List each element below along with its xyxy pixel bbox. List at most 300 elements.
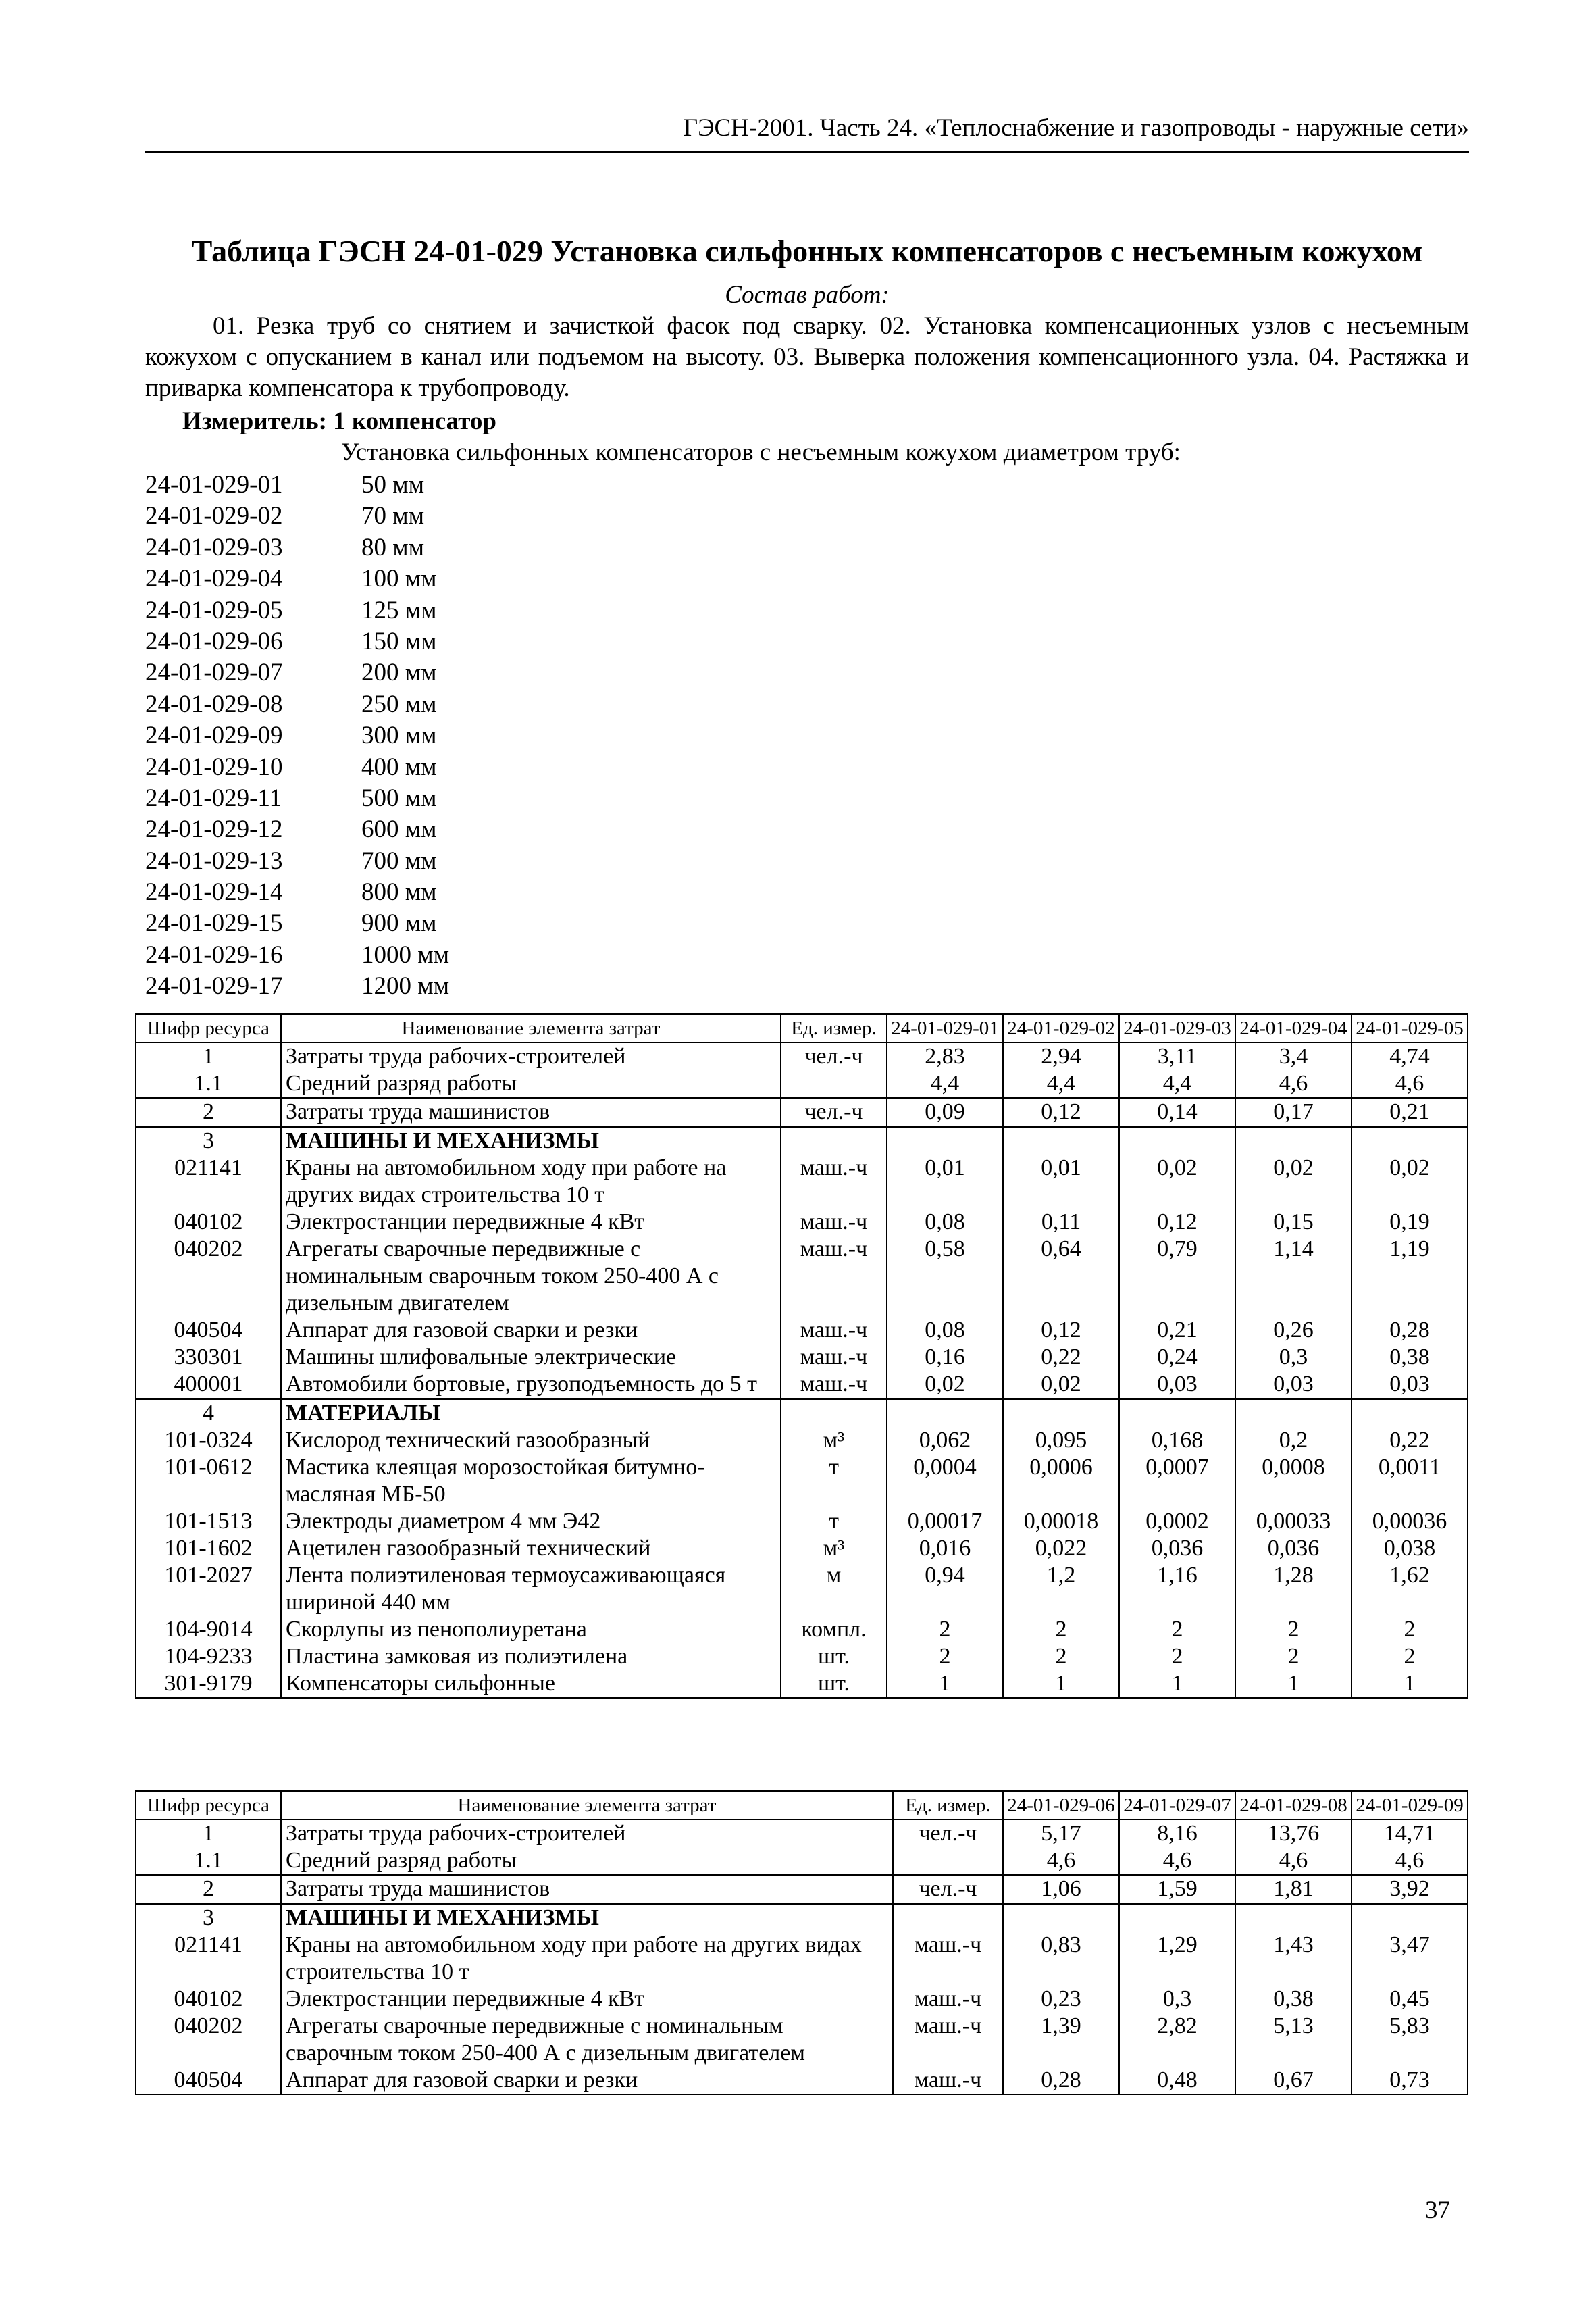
value-cell: 0,02 [1352, 1155, 1468, 1209]
unit-cell [781, 1127, 887, 1155]
code-value: 24-01-029-07 [145, 659, 283, 687]
value-cell [887, 1399, 1003, 1428]
value-cell: 0,02 [887, 1371, 1003, 1399]
resource-name: Пластина замковая из полиэтилена [281, 1643, 781, 1670]
table-row [136, 1508, 1468, 1535]
code-value: 24-01-029-06 [145, 627, 283, 655]
diameter-value: 800 мм [361, 878, 437, 907]
value-cell: 0,28 [1003, 2067, 1119, 2094]
code-list-item [145, 470, 449, 501]
value-cell: 2 [1235, 1643, 1352, 1670]
value-cell: 0,0007 [1119, 1454, 1235, 1508]
value-cell: 0,038 [1352, 1535, 1468, 1562]
unit-cell: м [781, 1562, 887, 1616]
value-cell [1235, 1399, 1352, 1428]
value-cell: 1,81 [1235, 1875, 1352, 1904]
value-cell: 0,0011 [1352, 1454, 1468, 1508]
resource-code: 101-2027 [136, 1562, 281, 1616]
column-header: Шифр ресурса [136, 1791, 281, 1819]
meter-label: Измеритель: 1 компенсатор [182, 407, 496, 435]
value-cell [1119, 1399, 1235, 1428]
resource-code: 1 [136, 1819, 281, 1847]
value-cell [1003, 1904, 1119, 1932]
resource-name: Затраты труда машинистов [281, 1875, 893, 1904]
value-cell: 3,47 [1352, 1932, 1468, 1986]
column-header: 24-01-029-08 [1235, 1791, 1352, 1819]
value-cell: 1,62 [1352, 1562, 1468, 1616]
resource-code: 1 [136, 1042, 281, 1070]
works-subtitle: Состав работ: [725, 281, 890, 309]
table-row [136, 1344, 1468, 1371]
table-row [136, 1904, 1468, 1932]
diameter-value: 500 мм [361, 784, 437, 812]
resource-code: 301-9179 [136, 1670, 281, 1698]
value-cell: 0,12 [1003, 1098, 1119, 1127]
resource-code: 021141 [136, 1155, 281, 1209]
value-cell: 0,38 [1235, 1986, 1352, 2013]
value-cell: 0,01 [887, 1155, 1003, 1209]
value-cell: 0,64 [1003, 1236, 1119, 1317]
resource-name: Ацетилен газообразный технический [281, 1535, 781, 1562]
unit-cell [781, 1070, 887, 1098]
value-cell: 14,71 [1352, 1819, 1468, 1847]
resource-name: Средний разряд работы [281, 1070, 781, 1098]
column-header: 24-01-029-05 [1352, 1014, 1468, 1042]
value-cell: 0,15 [1235, 1209, 1352, 1236]
resource-code: 104-9014 [136, 1616, 281, 1643]
codes-list [145, 470, 449, 1003]
column-header: Наименование элемента затрат [281, 1791, 893, 1819]
value-cell: 0,14 [1119, 1098, 1235, 1127]
value-cell: 5,13 [1235, 2013, 1352, 2067]
value-cell: 0,79 [1119, 1236, 1235, 1317]
column-header: Шифр ресурса [136, 1014, 281, 1042]
resource-name: МАШИНЫ И МЕХАНИЗМЫ [281, 1904, 893, 1932]
unit-cell: маш.-ч [893, 1986, 1003, 2013]
value-cell: 0,0004 [887, 1454, 1003, 1508]
code-value: 24-01-029-11 [145, 784, 282, 812]
value-cell: 2 [887, 1643, 1003, 1670]
unit-cell: маш.-ч [781, 1344, 887, 1371]
resource-code: 040202 [136, 2013, 281, 2067]
value-cell: 0,022 [1003, 1535, 1119, 1562]
resource-code: 040102 [136, 1986, 281, 2013]
unit-cell: маш.-ч [781, 1236, 887, 1317]
value-cell: 4,6 [1235, 1070, 1352, 1098]
table-row [136, 1155, 1468, 1209]
value-cell: 0,22 [1352, 1427, 1468, 1454]
diameter-value: 700 мм [361, 847, 437, 875]
resource-name: Электростанции передвижные 4 кВт [281, 1209, 781, 1236]
resource-name: Затраты труда рабочих-строителей [281, 1819, 893, 1847]
unit-cell [893, 1847, 1003, 1875]
value-cell: 1,39 [1003, 2013, 1119, 2067]
value-cell: 1,2 [1003, 1562, 1119, 1616]
code-list-item [145, 657, 449, 688]
code-value: 24-01-029-03 [145, 533, 283, 561]
value-cell: 0,03 [1352, 1371, 1468, 1399]
value-cell [1352, 1399, 1468, 1428]
value-cell: 2 [1119, 1616, 1235, 1643]
table-row [136, 1070, 1468, 1098]
diameter-value: 150 мм [361, 627, 437, 655]
resource-code: 101-1602 [136, 1535, 281, 1562]
value-cell: 2 [1119, 1643, 1235, 1670]
resource-name: Машины шлифовальные электрические [281, 1344, 781, 1371]
value-cell: 5,17 [1003, 1819, 1119, 1847]
resource-code: 2 [136, 1875, 281, 1904]
diameter-value: 1000 мм [361, 940, 450, 969]
value-cell: 0,26 [1235, 1317, 1352, 1344]
value-cell: 0,21 [1119, 1317, 1235, 1344]
table-row [136, 1535, 1468, 1562]
resource-code: 330301 [136, 1344, 281, 1371]
unit-cell: м³ [781, 1535, 887, 1562]
resource-code: 021141 [136, 1932, 281, 1986]
resource-code: 104-9233 [136, 1643, 281, 1670]
value-cell: 0,016 [887, 1535, 1003, 1562]
unit-cell: чел.-ч [781, 1042, 887, 1070]
code-list-item [145, 971, 449, 1002]
resource-table-2 [135, 1790, 1468, 2095]
value-cell: 1,59 [1119, 1875, 1235, 1904]
table-row [136, 1317, 1468, 1344]
unit-cell: т [781, 1508, 887, 1535]
value-cell: 1 [1235, 1670, 1352, 1698]
column-header: 24-01-029-09 [1352, 1791, 1468, 1819]
diameter-value: 1200 мм [361, 972, 450, 1001]
code-list-item [145, 626, 449, 657]
resource-name: Агрегаты сварочные передвижные с номинальным сварочным током 250-400 А с дизельным двигателем [281, 2013, 893, 2067]
resource-name: Мастика клеящая морозостойкая битумно-масляная МБ-50 [281, 1454, 781, 1508]
unit-cell: маш.-ч [893, 1932, 1003, 1986]
diameter-value: 70 мм [361, 502, 425, 530]
diameter-value: 100 мм [361, 565, 437, 593]
codes-intro: Установка сильфонных компенсаторов с несъемным кожухом диаметром труб: [341, 438, 1181, 466]
works-description: 01. Резка труб со снятием и зачисткой фасок под сварку. 02. Установка компенсационных узлов с несъемным кожухом с опусканием в канал или подъемом на высоту. 03. Выверка положения компенсационного узла. 04. Растяжка и приварка компенсатора к трубопроводу. [145, 312, 1469, 402]
resource-code: 400001 [136, 1371, 281, 1399]
code-value: 24-01-029-14 [145, 878, 283, 907]
value-cell: 2 [1003, 1643, 1119, 1670]
code-list-item [145, 595, 449, 626]
code-list-item [145, 877, 449, 908]
value-cell: 0,11 [1003, 1209, 1119, 1236]
code-value: 24-01-029-05 [145, 596, 283, 624]
resource-code: 1.1 [136, 1070, 281, 1098]
code-value: 24-01-029-15 [145, 909, 283, 938]
table-title: Таблица ГЭСН 24-01-029 Установка сильфонных компенсаторов с несъемным кожухом [191, 234, 1423, 268]
table-row [136, 1127, 1468, 1155]
table-row [136, 1670, 1468, 1698]
value-cell: 1,29 [1119, 1932, 1235, 1986]
diameter-value: 250 мм [361, 690, 437, 718]
resource-name: Аппарат для газовой сварки и резки [281, 2067, 893, 2094]
resource-name: МАТЕРИАЛЫ [281, 1399, 781, 1428]
unit-cell: маш.-ч [781, 1317, 887, 1344]
table-row [136, 1875, 1468, 1904]
resource-name: Краны на автомобильном ходу при работе на других видах строительства 10 т [281, 1932, 893, 1986]
value-cell [1235, 1127, 1352, 1155]
value-cell: 5,83 [1352, 2013, 1468, 2067]
value-cell: 0,03 [1119, 1371, 1235, 1399]
code-value: 24-01-029-13 [145, 847, 283, 875]
value-cell: 1 [1119, 1670, 1235, 1698]
table-row [136, 1986, 1468, 2013]
resource-code: 101-0612 [136, 1454, 281, 1508]
running-header: ГЭСН-2001. Часть 24. «Теплоснабжение и газопроводы - наружные сети» [145, 114, 1469, 153]
resource-code: 040102 [136, 1209, 281, 1236]
unit-cell: шт. [781, 1670, 887, 1698]
value-cell: 0,24 [1119, 1344, 1235, 1371]
value-cell: 2,94 [1003, 1042, 1119, 1070]
unit-cell: маш.-ч [893, 2013, 1003, 2067]
resource-name: Средний разряд работы [281, 1847, 893, 1875]
code-value: 24-01-029-09 [145, 722, 283, 750]
resource-name: Кислород технический газообразный [281, 1427, 781, 1454]
value-cell: 0,67 [1235, 2067, 1352, 2094]
value-cell: 0,095 [1003, 1427, 1119, 1454]
column-header: 24-01-029-06 [1003, 1791, 1119, 1819]
code-value: 24-01-029-12 [145, 815, 283, 844]
diameter-value: 125 мм [361, 596, 437, 624]
code-value: 24-01-029-16 [145, 940, 283, 969]
column-header: Ед. измер. [781, 1014, 887, 1042]
unit-cell: чел.-ч [781, 1098, 887, 1127]
page-number: 37 [1425, 2196, 1450, 2224]
diameter-value: 600 мм [361, 815, 437, 844]
code-list-item [145, 783, 449, 814]
value-cell [1352, 1904, 1468, 1932]
unit-cell: м³ [781, 1427, 887, 1454]
code-list-item [145, 532, 449, 563]
resource-name: МАШИНЫ И МЕХАНИЗМЫ [281, 1127, 781, 1155]
resource-code: 101-0324 [136, 1427, 281, 1454]
value-cell: 1 [887, 1670, 1003, 1698]
value-cell: 0,83 [1003, 1932, 1119, 1986]
table-row [136, 1932, 1468, 1986]
code-list-item [145, 752, 449, 783]
column-header: 24-01-029-02 [1003, 1014, 1119, 1042]
diameter-value: 400 мм [361, 753, 437, 781]
resource-name: Затраты труда машинистов [281, 1098, 781, 1127]
resource-name: Электроды диаметром 4 мм Э42 [281, 1508, 781, 1535]
value-cell: 2 [887, 1616, 1003, 1643]
value-cell [1119, 1904, 1235, 1932]
table-row [136, 2013, 1468, 2067]
table-row [136, 1427, 1468, 1454]
value-cell: 0,28 [1352, 1317, 1468, 1344]
value-cell [1003, 1127, 1119, 1155]
diameter-value: 50 мм [361, 471, 425, 499]
column-header: 24-01-029-01 [887, 1014, 1003, 1042]
value-cell: 0,3 [1119, 1986, 1235, 2013]
value-cell [1003, 1399, 1119, 1428]
value-cell: 1,43 [1235, 1932, 1352, 1986]
value-cell: 4,4 [1119, 1070, 1235, 1098]
column-header: 24-01-029-03 [1119, 1014, 1235, 1042]
value-cell: 0,0002 [1119, 1508, 1235, 1535]
code-value: 24-01-029-04 [145, 565, 283, 593]
unit-cell: маш.-ч [781, 1209, 887, 1236]
code-list-item [145, 563, 449, 595]
value-cell: 2 [1352, 1643, 1468, 1670]
code-list-item [145, 689, 449, 720]
table-row [136, 1643, 1468, 1670]
resource-code: 4 [136, 1399, 281, 1428]
table-row [136, 1399, 1468, 1428]
value-cell: 4,6 [1003, 1847, 1119, 1875]
column-header: 24-01-029-04 [1235, 1014, 1352, 1042]
value-cell: 0,062 [887, 1427, 1003, 1454]
value-cell: 1 [1352, 1670, 1468, 1698]
value-cell: 1 [1003, 1670, 1119, 1698]
unit-cell: маш.-ч [893, 2067, 1003, 2094]
value-cell: 0,168 [1119, 1427, 1235, 1454]
value-cell: 2 [1235, 1616, 1352, 1643]
code-value: 24-01-029-17 [145, 972, 283, 1001]
value-cell: 4,4 [887, 1070, 1003, 1098]
value-cell: 2 [1352, 1616, 1468, 1643]
value-cell: 0,3 [1235, 1344, 1352, 1371]
value-cell: 0,08 [887, 1209, 1003, 1236]
value-cell: 0,01 [1003, 1155, 1119, 1209]
value-cell: 1,28 [1235, 1562, 1352, 1616]
value-cell: 0,0006 [1003, 1454, 1119, 1508]
value-cell: 1,14 [1235, 1236, 1352, 1317]
value-cell: 0,22 [1003, 1344, 1119, 1371]
code-list-item [145, 940, 449, 971]
value-cell: 2,82 [1119, 2013, 1235, 2067]
value-cell: 0,17 [1235, 1098, 1352, 1127]
table-row [136, 2067, 1468, 2094]
value-cell: 0,2 [1235, 1427, 1352, 1454]
code-value: 24-01-029-10 [145, 753, 283, 781]
code-list-item [145, 846, 449, 877]
value-cell: 0,08 [887, 1317, 1003, 1344]
value-cell: 4,74 [1352, 1042, 1468, 1070]
unit-cell: чел.-ч [893, 1875, 1003, 1904]
value-cell: 1,19 [1352, 1236, 1468, 1317]
value-cell: 3,4 [1235, 1042, 1352, 1070]
resource-name: Затраты труда рабочих-строителей [281, 1042, 781, 1070]
value-cell: 0,02 [1235, 1155, 1352, 1209]
table-row [136, 1562, 1468, 1616]
table-row [136, 1209, 1468, 1236]
resource-table-1 [135, 1013, 1468, 1699]
column-header: Наименование элемента затрат [281, 1014, 781, 1042]
resource-name: Электростанции передвижные 4 кВт [281, 1986, 893, 2013]
resource-name: Агрегаты сварочные передвижные с номинальным сварочным током 250-400 А с дизельным двигателем [281, 1236, 781, 1317]
resource-name: Скорлупы из пенополиуретана [281, 1616, 781, 1643]
value-cell: 0,02 [1119, 1155, 1235, 1209]
table-row [136, 1454, 1468, 1508]
value-cell: 0,16 [887, 1344, 1003, 1371]
resource-code: 3 [136, 1127, 281, 1155]
value-cell: 0,19 [1352, 1209, 1468, 1236]
unit-cell [893, 1904, 1003, 1932]
diameter-value: 300 мм [361, 722, 437, 750]
code-value: 24-01-029-08 [145, 690, 283, 718]
unit-cell: маш.-ч [781, 1371, 887, 1399]
value-cell: 0,58 [887, 1236, 1003, 1317]
value-cell: 0,09 [887, 1098, 1003, 1127]
value-cell: 0,036 [1119, 1535, 1235, 1562]
resource-code: 040202 [136, 1236, 281, 1317]
code-list-item [145, 720, 449, 751]
value-cell: 8,16 [1119, 1819, 1235, 1847]
value-cell: 4,6 [1235, 1847, 1352, 1875]
table-row [136, 1847, 1468, 1875]
value-cell: 4,4 [1003, 1070, 1119, 1098]
value-cell: 13,76 [1235, 1819, 1352, 1847]
resource-name: Автомобили бортовые, грузоподъемность до 5 т [281, 1371, 781, 1399]
value-cell: 3,11 [1119, 1042, 1235, 1070]
code-value: 24-01-029-02 [145, 502, 283, 530]
code-value: 24-01-029-01 [145, 471, 283, 499]
resource-code: 3 [136, 1904, 281, 1932]
value-cell: 4,6 [1352, 1070, 1468, 1098]
code-list-item [145, 501, 449, 532]
value-cell: 0,02 [1003, 1371, 1119, 1399]
column-header: Ед. измер. [893, 1791, 1003, 1819]
value-cell: 0,48 [1119, 2067, 1235, 2094]
value-cell [1235, 1904, 1352, 1932]
resource-name: Краны на автомобильном ходу при работе на других видах строительства 10 т [281, 1155, 781, 1209]
unit-cell: т [781, 1454, 887, 1508]
value-cell: 0,0008 [1235, 1454, 1352, 1508]
table-row [136, 1616, 1468, 1643]
value-cell: 0,94 [887, 1562, 1003, 1616]
value-cell [887, 1127, 1003, 1155]
table-row [136, 1371, 1468, 1399]
resource-name: Компенсаторы сильфонные [281, 1670, 781, 1698]
unit-cell: маш.-ч [781, 1155, 887, 1209]
code-list-item [145, 814, 449, 845]
resource-name: Лента полиэтиленовая термоусаживающаяся шириной 440 мм [281, 1562, 781, 1616]
resource-code: 040504 [136, 2067, 281, 2094]
unit-cell [781, 1399, 887, 1428]
value-cell [1352, 1127, 1468, 1155]
unit-cell: компл. [781, 1616, 887, 1643]
table-row [136, 1819, 1468, 1847]
value-cell: 0,12 [1003, 1317, 1119, 1344]
diameter-value: 80 мм [361, 533, 425, 561]
value-cell: 0,00036 [1352, 1508, 1468, 1535]
resource-code: 101-1513 [136, 1508, 281, 1535]
diameter-value: 900 мм [361, 909, 437, 938]
code-list-item [145, 908, 449, 939]
value-cell: 0,73 [1352, 2067, 1468, 2094]
value-cell: 0,00033 [1235, 1508, 1352, 1535]
value-cell: 1,06 [1003, 1875, 1119, 1904]
table-row [136, 1236, 1468, 1317]
resource-code: 1.1 [136, 1847, 281, 1875]
resource-code: 2 [136, 1098, 281, 1127]
table-row [136, 1042, 1468, 1070]
value-cell: 0,00017 [887, 1508, 1003, 1535]
value-cell: 2,83 [887, 1042, 1003, 1070]
value-cell: 0,38 [1352, 1344, 1468, 1371]
resource-code: 040504 [136, 1317, 281, 1344]
value-cell: 1,16 [1119, 1562, 1235, 1616]
value-cell: 4,6 [1352, 1847, 1468, 1875]
value-cell: 0,21 [1352, 1098, 1468, 1127]
unit-cell: чел.-ч [893, 1819, 1003, 1847]
value-cell: 0,12 [1119, 1209, 1235, 1236]
diameter-value: 200 мм [361, 659, 437, 687]
table-row [136, 1098, 1468, 1127]
unit-cell: шт. [781, 1643, 887, 1670]
